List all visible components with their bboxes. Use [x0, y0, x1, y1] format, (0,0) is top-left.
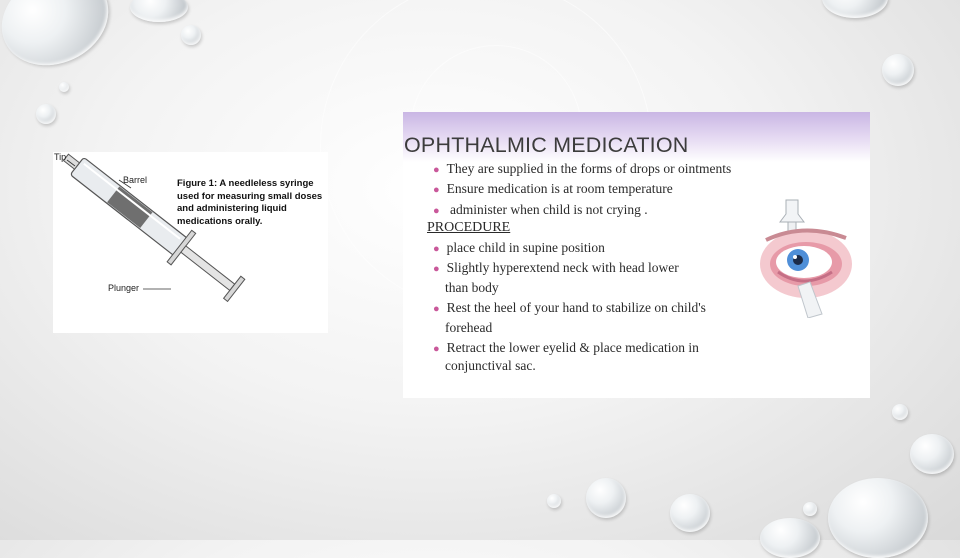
procedure-line [433, 240, 605, 256]
water-drop [892, 404, 908, 420]
barrel-label: Barrel [123, 175, 148, 185]
water-drop [36, 104, 56, 124]
procedure-text: place child in supine position [446, 240, 605, 255]
water-drop [828, 478, 928, 558]
bullet-icon: ● [433, 205, 440, 217]
tip-label: Tip [54, 152, 67, 162]
slide-title: OPHTHALMIC MEDICATION [404, 133, 689, 157]
intro-bullet [433, 202, 648, 218]
water-drop [59, 82, 69, 92]
water-drop [586, 478, 626, 518]
figure-caption [177, 178, 325, 228]
procedure-line [445, 320, 492, 336]
procedure-line [445, 280, 499, 296]
procedure-line [445, 358, 536, 374]
procedure-text: Rest the heel of your hand to stabilize on child's [446, 300, 706, 315]
water-drop [181, 25, 201, 45]
bullet-icon: ● [433, 303, 440, 315]
caption-line: used for measuring small doses [177, 190, 323, 202]
water-drop [0, 0, 123, 82]
water-drop [910, 434, 954, 474]
ophthalmic-medication-slide [403, 112, 870, 398]
caption-line: and administering liquid [177, 203, 287, 214]
procedure-text: forehead [445, 320, 493, 335]
bullet-icon: ● [433, 343, 440, 355]
bullet-icon: ● [433, 184, 440, 196]
intro-bullet-text: administer when child is not crying . [446, 202, 648, 217]
plunger-label: Plunger [108, 283, 140, 293]
bullet-icon: ● [433, 243, 440, 255]
procedure-line [433, 340, 699, 356]
procedure-text: conjunctival sac. [445, 358, 536, 373]
caption-line: Figure 1: A needleless syringe [177, 178, 314, 189]
procedure-heading: PROCEDURE [427, 220, 511, 235]
water-drop [760, 518, 820, 558]
procedure-text: than body [445, 280, 499, 295]
intro-bullet [433, 181, 673, 197]
bullet-icon: ● [433, 263, 440, 275]
water-drop [130, 0, 188, 22]
intro-bullet-text: They are supplied in the forms of drops or ointments [446, 161, 732, 176]
procedure-line [433, 260, 679, 276]
water-drop [822, 0, 888, 18]
procedure-line [433, 300, 706, 316]
caption-line: medications orally. [177, 215, 263, 227]
water-drop [882, 54, 914, 86]
intro-bullet [433, 161, 731, 177]
procedure-text: Slightly hyperextend neck with head lower [446, 260, 679, 275]
eye-dropper-illustration [758, 198, 868, 318]
syringe-figure [53, 152, 328, 333]
intro-bullet-text: Ensure medication is at room temperature [446, 181, 673, 196]
water-drop [803, 502, 817, 516]
water-drop [670, 494, 710, 532]
water-drop [547, 494, 561, 508]
procedure-text: Retract the lower eyelid & place medication in [446, 340, 699, 355]
bullet-icon: ● [433, 164, 440, 176]
